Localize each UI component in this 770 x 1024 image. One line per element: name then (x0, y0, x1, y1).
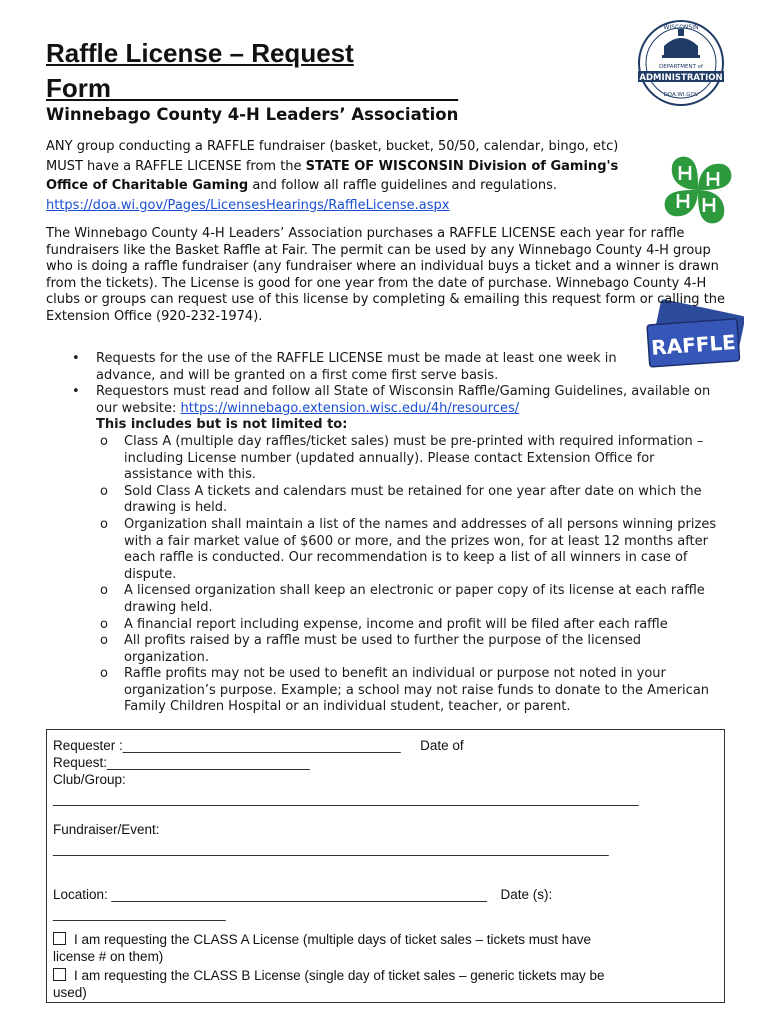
class-b-option-cont: used) (53, 985, 87, 1000)
doa-line-2: ADMINISTRATION (639, 73, 723, 83)
extension-resources-link[interactable]: https://winnebago.extension.wisc.edu/4h/resources/ (180, 400, 520, 416)
page-title (46, 36, 459, 106)
doa-arc-bottom: DOA.WI.GOV (663, 92, 699, 98)
class-b-checkbox[interactable] (53, 968, 66, 981)
four-h-clover-icon (658, 150, 738, 238)
date-of-label: Date of (420, 738, 464, 753)
class-a-option-cont: license # on them) (53, 949, 164, 964)
location-field[interactable]: Location: __________________________________________________ (53, 887, 487, 902)
circle-bullet-icon: o (100, 583, 108, 599)
doa-raffle-link[interactable]: https://doa.wi.gov/Pages/LicensesHearings/RaffleLicense.aspx (46, 197, 450, 213)
intro-bold: STATE OF WISCONSIN Division of Gaming's Office of Charitable Gaming (46, 158, 619, 193)
bullet-icon: • (72, 384, 80, 400)
fundraiser-event-label: Fundraiser/Event: (53, 822, 160, 837)
list-item: • Requestors must read and follow all State of Wisconsin Raffle/Gaming Guidelines, available on our website: https://winnebago.extension.wisc.edu/4h/resources/ (72, 384, 711, 416)
request-date-field[interactable]: Request:___________________________ (53, 755, 310, 770)
intro-text-2: and follow all raffle guidelines and regulations. (248, 178, 558, 193)
list-item: o All profits raised by a raffle must be used to further the purpose of the licensed organization. (100, 633, 641, 665)
list-item: o Sold Class A tickets and calendars must be retained for one year after date on which the drawing is held. (100, 483, 702, 516)
class-a-option[interactable]: I am requesting the CLASS A License (multiple days of ticket sales – tickets must have (53, 931, 591, 948)
raffle-ticket-text: RAFFLE (650, 329, 737, 360)
intro-text-1: ANY group conducting a RAFFLE fundraiser (basket, bucket, 50/50, calendar, bingo, etc) MUST have a RAFFLE LICENSE from the (46, 139, 619, 174)
title-underline-fill: ________________________ (111, 73, 459, 103)
list-item: o Organization shall maintain a list of the names and addresses of all persons winning prizes with a fair market value of $600 or more, and the prizes won, for at least 12 months after each raffle is conducted. Our recommendation is to keep a list of all winners in case of dispute. (100, 516, 717, 582)
doa-logo (636, 20, 726, 106)
fundraiser-event-field[interactable]: __________________________________________________________________________ (53, 841, 609, 856)
subtitle: Winnebago County 4-H Leaders’ Association (46, 105, 459, 124)
circle-bullet-icon: o (100, 616, 108, 632)
circle-bullet-icon: o (100, 666, 108, 682)
dates-label: Date (s): (500, 887, 553, 902)
request-form-box (46, 729, 725, 1003)
bullet-icon: • (72, 351, 80, 366)
list-item: o A licensed organization shall keep an electronic or paper copy of its license at each raffle drawing held. (100, 583, 705, 615)
list-item: o Raffle profits may not be used to benefit an individual or purpose not noted in your organization’s purpose. Example; a school may not raise funds to donate to the American Family Children Hospital or an individual student, teacher, or parent. (100, 666, 710, 715)
requirements-list (66, 351, 726, 716)
class-a-checkbox[interactable] (53, 932, 66, 945)
list-item: o A financial report including expense, income and profit will be filed after each raffle (100, 616, 668, 632)
class-b-option[interactable]: I am requesting the CLASS B License (single day of ticket sales – generic tickets may be (53, 967, 605, 984)
dates-field[interactable]: _______________________ (53, 906, 226, 921)
club-group-field[interactable]: ______________________________________________________________________________ (53, 791, 639, 806)
club-group-label: Club/Group: (53, 772, 126, 787)
location-row (53, 886, 552, 903)
circle-bullet-icon: o (100, 633, 108, 649)
requester-row (53, 737, 464, 754)
circle-bullet-icon: o (100, 516, 108, 532)
list-item: • Requests for the use of the RAFFLE LICENSE must be made at least one week in advance, and will be granted on a first come first serve basis. (72, 351, 617, 383)
intro-paragraph (46, 137, 636, 215)
list-item: o Class A (multiple day raffles/ticket sales) must be pre-printed with required information – including License number (updated annually). Please contact Extension Office for assistance with this. (100, 433, 704, 483)
sub-requirements-list (66, 434, 726, 716)
doa-arc-top: WISCONSIN (663, 24, 699, 31)
license-paragraph: The Winnebago County 4-H Leaders’ Association purchases a RAFFLE LICENSE each year for raffle fundraisers like the Basket Raffle at Fair. The permit can be used by any Winnebago County 4-H group who is doing a raffle fundraiser (any fundraiser where an individual buys a ticket and a winner is drawn from the tickets). The License is good for one year from the date of purchase. Winnebago County 4-H clubs or groups can request use of this license by completing & emailing this request form or calling the Extension Office (920-232-1974). (46, 226, 726, 324)
doa-line-1: DEPARTMENT of (659, 64, 703, 70)
requester-field[interactable]: Requester :_____________________________________ (53, 738, 401, 753)
circle-bullet-icon: o (100, 483, 108, 499)
title-line-2: Form (46, 73, 111, 103)
list-subheading: This includes but is not limited to: (96, 417, 348, 433)
title-line-1: Raffle License – Request (46, 38, 354, 68)
circle-bullet-icon: o (100, 433, 108, 449)
